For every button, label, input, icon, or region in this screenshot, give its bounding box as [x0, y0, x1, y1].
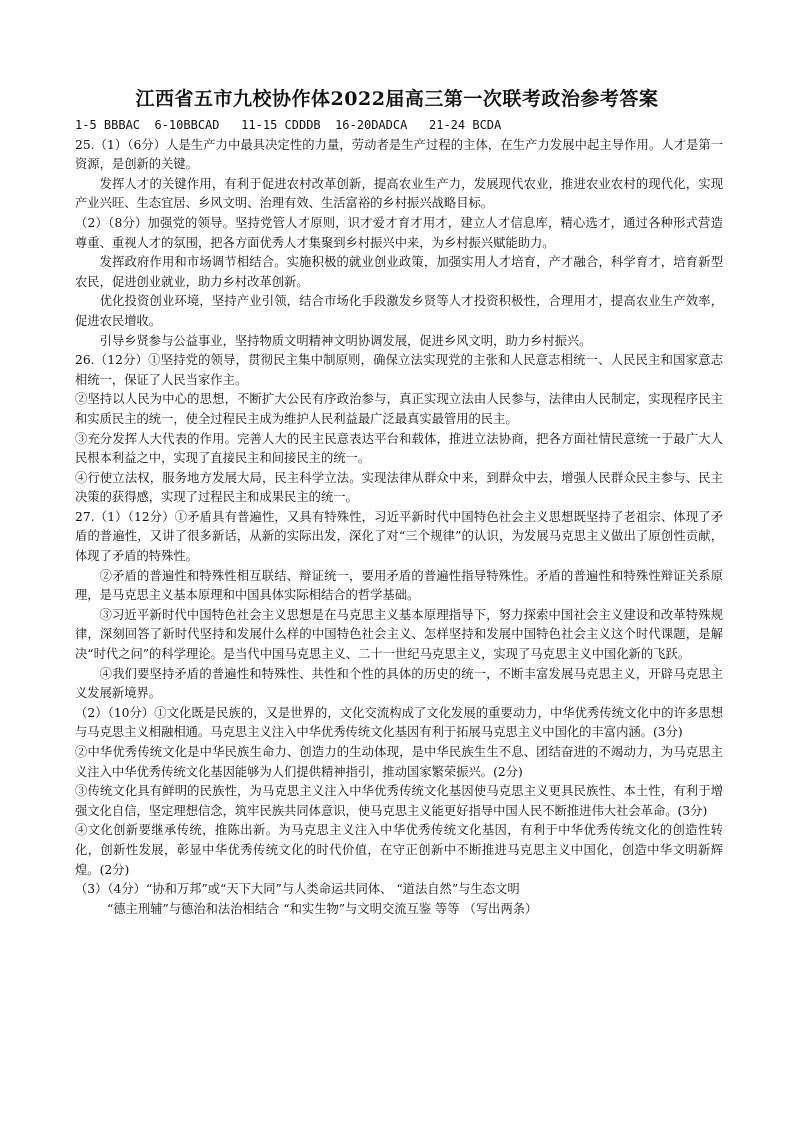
- q27-part2-point3: ③传统文化具有鲜明的民族性，为马克思主义注入中华优秀传统文化基因使马克思主义更具民族性、本土性，有利于增强文化自信，坚定理想信念，筑牢民族共同体意识，使马克思主义能更好指导中国人民不断推进伟大社会革命。(3分): [75, 784, 723, 818]
- q27-part1-point4: ④我们要坚持矛盾的普遍性和特殊性、共性和个性的具体的历史的统一，不断丰富发展马克思主义，开辟马克思主义发展新境界。: [75, 666, 723, 701]
- document-title: 江西省五市九校协作体2022届高三第一次联考政治参考答案: [135, 88, 659, 110]
- q27-part2-point4: ④文化创新要继承传统，推陈出新。为马克思主义注入中华优秀传统文化基因，有利于中华优秀传统文化的创造性转化，创新性发展，彰显中华优秀传统文化的时代价值，在守正创新中不断推进马克思主义中国化，创造中华文明新辉煌。(2分): [75, 823, 723, 877]
- q27-part3-line2: “德主刑辅”与德治和法治相结合 “和实生物”与文明交流互鉴 等等 （写出两条）: [106, 901, 538, 916]
- q26-point1: 26.（12分）①坚持党的领导，贯彻民主集中制原则，确保立法实现党的主张和人民意志相统一、人民民主和国家意志相统一，保证了人民当家作主。: [75, 353, 723, 387]
- q25-part1-para2: 发挥人才的关键作用，有利于促进农村改革创新，提高农业生产力，发展现代农业，推进农业农村的现代化，实现产业兴旺、生态宜居、乡风文明、治理有效、生活富裕的乡村振兴战略目标。: [75, 176, 723, 211]
- q27-part2-point2: ②中华优秀传统文化是中华民族生命力、创造力的生动体现，是中华民族生生不息、团结奋进的不竭动力，为马克思主义注入中华优秀传统文化基因能够为人们提供精神指引，推动国家繁荣振兴。(2分): [75, 745, 723, 779]
- q25-part2-para1: （2）（8分）加强党的领导。坚持党管人才原则，识才爱才育才用才，建立人才信息库，精心选才，通过各种形式营造尊重、重视人才的氛围，把各方面优秀人才集聚到乡村振兴中来，为乡村振兴赋能助力。: [75, 215, 723, 250]
- q27-part1-point3: ③习近平新时代中国特色社会主义思想是在马克思主义基本原理指导下，努力探索中国社会主义建设和改革特殊规律，深刻回答了新时代坚持和发展什么样的中国特色社会主义、怎样坚持和发展中国特色社会主义这个时代课题，是解决“时代之问”的科学理论。是当代中国马克思主义、二十一世纪马克思主义，实现了马克思主义中国化新的飞跃。: [75, 607, 723, 662]
- q25-part2-para3: 优化投资创业环境，坚持产业引领，结合市场化手段激发乡贤等人才投资积极性，合理用才，提高农业生产效率，促进农民增收。: [75, 294, 723, 328]
- q25-part2-para2: 发挥政府作用和市场调节相结合。实施积极的就业创业政策，加强实用人才培育，产才融合，科学育才，培育新型农民，促进创业就业，助力乡村改革创新。: [75, 255, 723, 289]
- q25-part1-para1: 25.（1）（6分）人是生产力中最具决定性的力量，劳动者是生产过程的主体，在生产力发展中起主导作用。人才是第一资源，是创新的关键。: [75, 137, 723, 172]
- q27-part2-point1: （2）（10分）①文化既是民族的，又是世界的，文化交流构成了文化发展的重要动力，中华优秀传统文化中的许多思想与马克思主义相融相通。马克思主义注入中华优秀传统文化基因有利于拓展马克思主义中国化的丰富内涵。(3分): [75, 705, 723, 740]
- q26-point3: ③充分发挥人大代表的作用。完善人大的民主民意表达平台和载体，推进立法协商，把各方面社情民意统一于最广大人民根本利益之中，实现了直接民主和间接民主的统一。: [75, 431, 723, 466]
- q27-part3-line1: （3）（4分）“协和万邦”或“天下大同”与人类命运共同体、 “道法自然”与生态文明: [75, 882, 520, 897]
- q27-part1-point2: ②矛盾的普遍性和特殊性相互联结、辩证统一，要用矛盾的普遍性指导特殊性。矛盾的普遍性和特殊性辩证关系原理，是马克思主义基本原理和中国具体实际相结合的哲学基础。: [75, 568, 723, 603]
- answer-content: [75, 116, 723, 919]
- choice-answers-line: 1-5 BBBAC 6-10BBCAD 11-15 CDDDB 16-20DADCA 21-24 BCDA: [75, 118, 502, 132]
- q25-part2-para4: 引导乡贤参与公益事业，坚持物质文明精神文明协调发展，促进乡风文明，助力乡村振兴。: [99, 333, 592, 348]
- q26-point2: ②坚持以人民为中心的思想，不断扩大公民有序政治参与，真正实现立法由人民参与，法律由人民制定，实现程序民主和实质民主的统一，使全过程民主成为维护人民利益最广泛最真实最管用的民主。: [75, 392, 723, 426]
- q27-part1-point1: 27.（1）（12分）①矛盾具有普遍性，又具有特殊性，习近平新时代中国特色社会主义思想既坚持了老祖宗、体现了矛盾的普遍性，又讲了很多新话，从新的实际出发，深化了对“三个规律”的认识，为发展马克思主义做出了原创性贡献，体现了矛盾的特殊性。: [75, 509, 723, 564]
- q26-point4: ④行使立法权，服务地方发展大局，民主科学立法。实现法律从群众中来，到群众中去，增强人民群众民主参与、民主决策的获得感，实现了过程民主和成果民主的统一。: [75, 470, 723, 505]
